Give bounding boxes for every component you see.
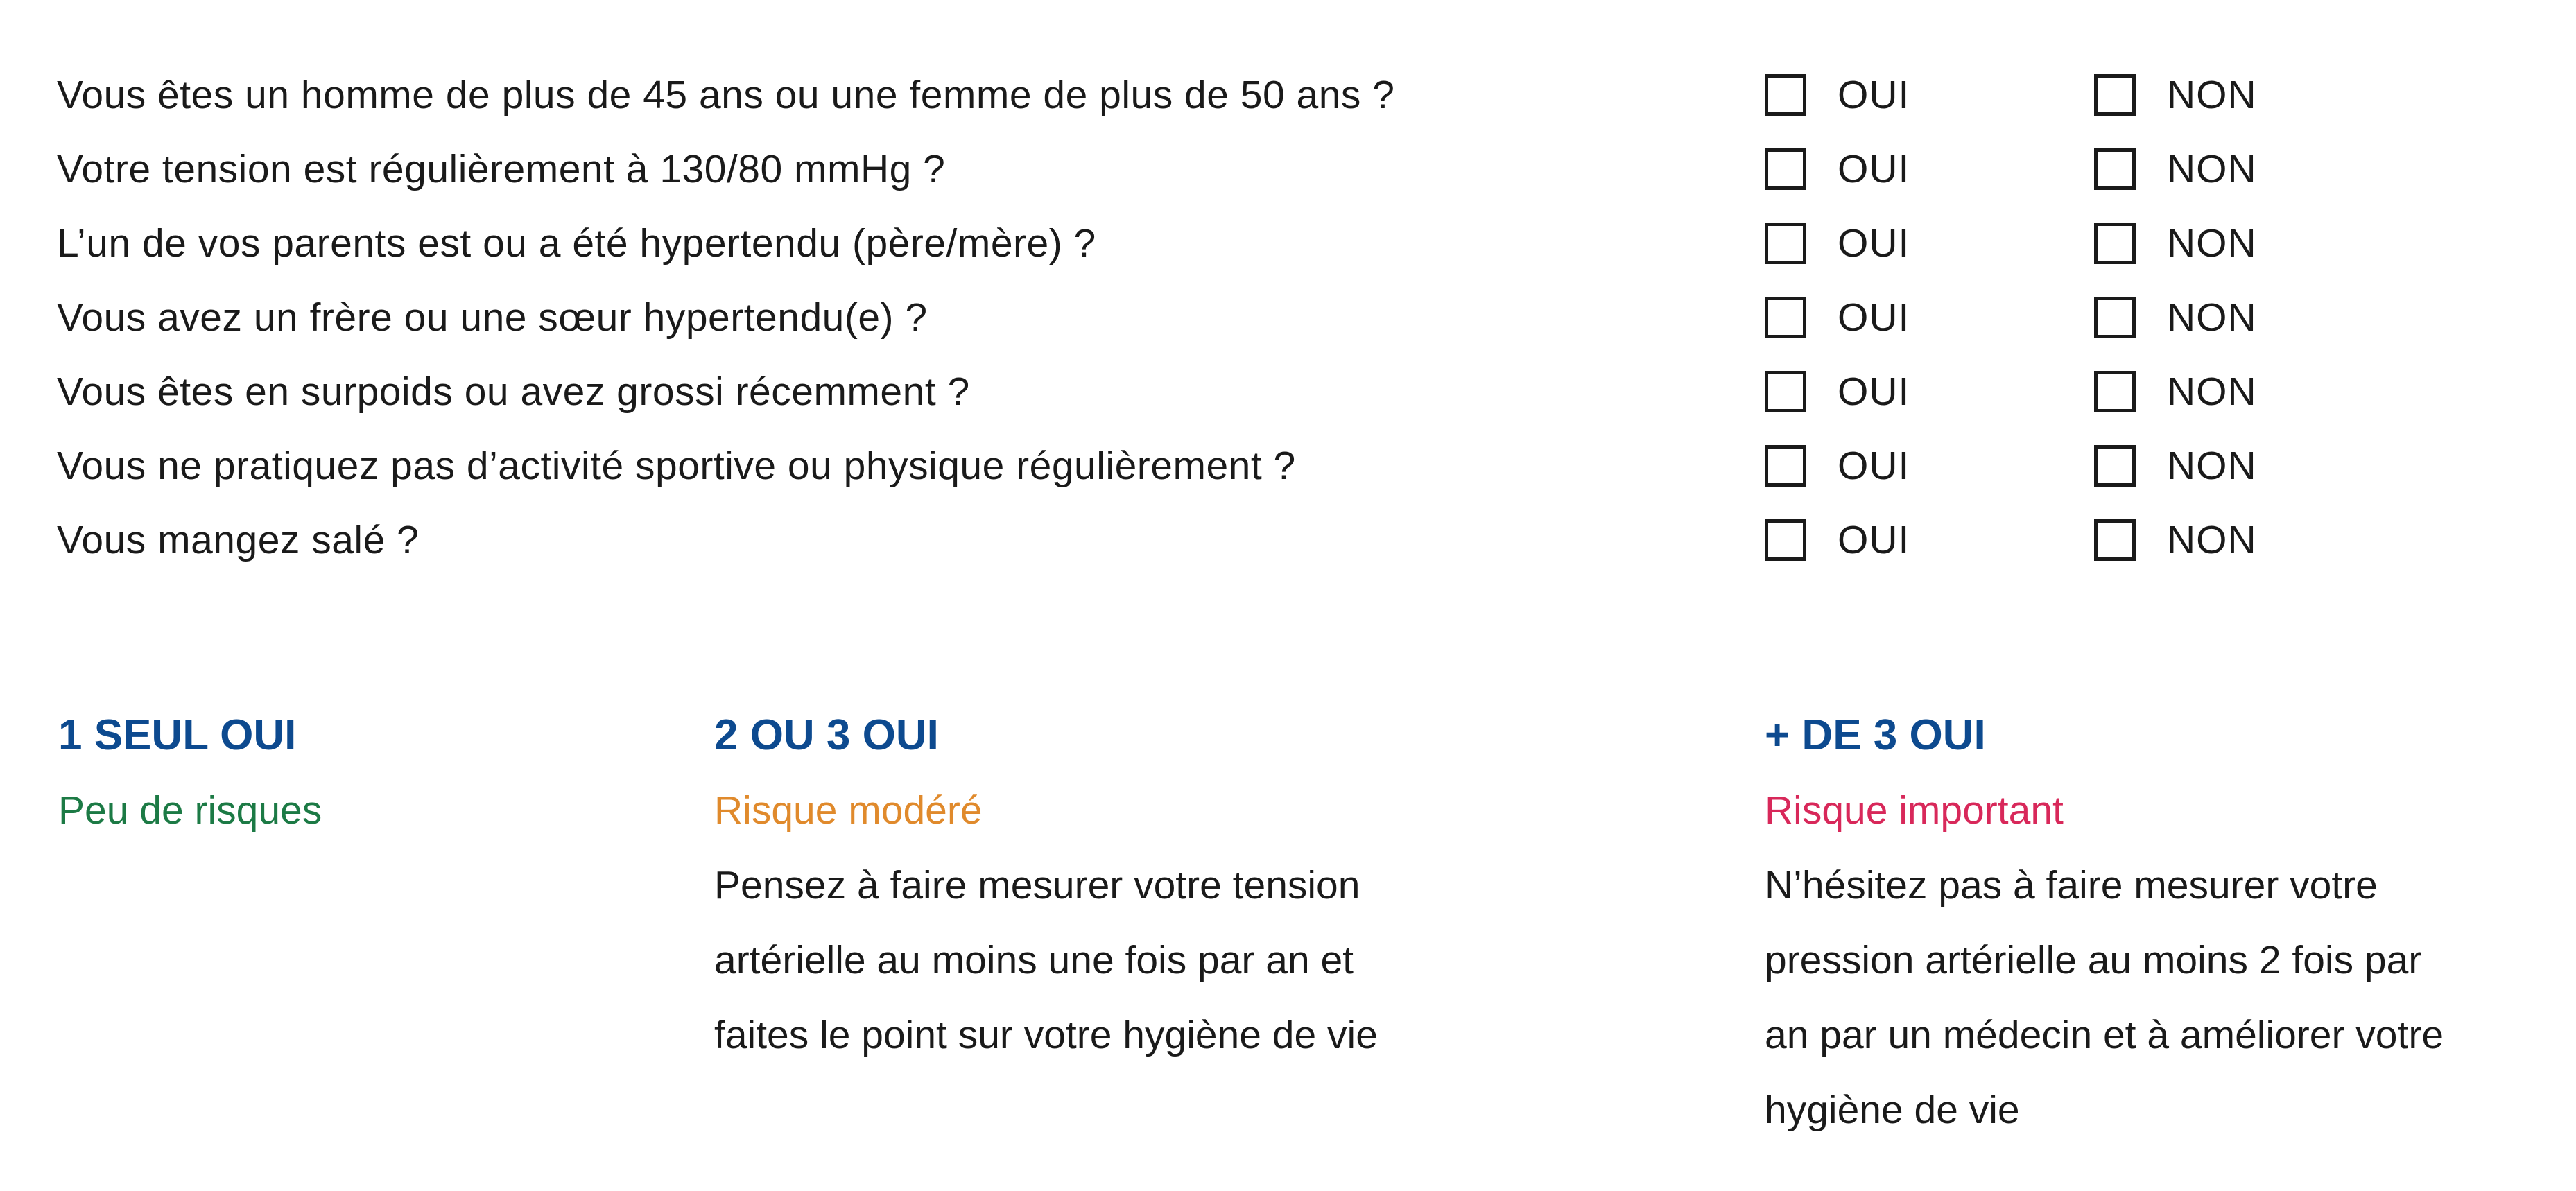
no-label: NON <box>2167 295 2257 340</box>
yes-label: OUI <box>1838 370 1910 414</box>
no-checkbox[interactable] <box>2094 519 2136 561</box>
result-moderate-risk: Risque modéré <box>714 788 983 833</box>
result-moderate-heading: 2 OU 3 OUI <box>714 711 939 759</box>
yes-label: OUI <box>1838 295 1910 340</box>
yes-label: OUI <box>1838 147 1910 191</box>
question-row <box>57 293 928 342</box>
no-option[interactable] <box>2094 441 2257 491</box>
result-low-risk: Peu de risques <box>58 788 322 833</box>
yes-option[interactable] <box>1765 218 1910 268</box>
yes-checkbox[interactable] <box>1765 74 1806 116</box>
no-label: NON <box>2167 370 2257 414</box>
yes-option[interactable] <box>1765 367 1910 417</box>
question-row <box>57 218 1096 268</box>
question-text: L’un de vos parents est ou a été hypertendu (père/mère) ? <box>57 221 1096 266</box>
yes-checkbox[interactable] <box>1765 371 1806 412</box>
no-label: NON <box>2167 518 2257 562</box>
description-line: faites le point sur votre hygiène de vie <box>714 1013 1378 1057</box>
no-option[interactable] <box>2094 367 2257 417</box>
question-row <box>57 367 970 417</box>
no-option[interactable] <box>2094 144 2257 194</box>
question-row <box>57 515 419 565</box>
result-high-description <box>1765 860 2444 1135</box>
question-text: Vous mangez salé ? <box>57 518 420 562</box>
result-high-heading: + DE 3 OUI <box>1765 711 1986 759</box>
yes-checkbox[interactable] <box>1765 223 1806 264</box>
yes-checkbox[interactable] <box>1765 148 1806 190</box>
yes-option[interactable] <box>1765 515 1910 565</box>
no-checkbox[interactable] <box>2094 445 2136 487</box>
no-label: NON <box>2167 444 2257 488</box>
no-checkbox[interactable] <box>2094 223 2136 264</box>
yes-label: OUI <box>1838 73 1910 117</box>
description-line: Pensez à faire mesurer votre tension <box>714 863 1360 907</box>
result-high <box>1765 711 2444 1160</box>
yes-label: OUI <box>1838 221 1910 266</box>
question-row <box>57 70 1394 120</box>
no-checkbox[interactable] <box>2094 371 2136 412</box>
result-moderate <box>714 711 1378 1085</box>
no-option[interactable] <box>2094 70 2257 120</box>
yes-checkbox[interactable] <box>1765 519 1806 561</box>
description-line: hygiène de vie <box>1765 1088 2020 1132</box>
no-option[interactable] <box>2094 218 2257 268</box>
no-label: NON <box>2167 221 2257 266</box>
yes-option[interactable] <box>1765 70 1910 120</box>
description-line: an par un médecin et à améliorer votre <box>1765 1013 2444 1057</box>
description-line: pression artérielle au moins 2 fois par <box>1765 938 2422 982</box>
no-checkbox[interactable] <box>2094 74 2136 116</box>
result-low <box>58 711 322 835</box>
yes-option[interactable] <box>1765 293 1910 342</box>
question-text: Vous êtes un homme de plus de 45 ans ou une femme de plus de 50 ans ? <box>57 73 1395 117</box>
no-option[interactable] <box>2094 515 2257 565</box>
yes-checkbox[interactable] <box>1765 445 1806 487</box>
yes-label: OUI <box>1838 518 1910 562</box>
yes-option[interactable] <box>1765 144 1910 194</box>
question-text: Vous avez un frère ou une sœur hypertendu(e) ? <box>57 295 928 340</box>
description-line: artérielle au moins une fois par an et <box>714 938 1354 982</box>
no-label: NON <box>2167 73 2257 117</box>
result-high-risk: Risque important <box>1765 788 2064 833</box>
no-label: NON <box>2167 147 2257 191</box>
yes-checkbox[interactable] <box>1765 297 1806 338</box>
question-row <box>57 441 1296 491</box>
yes-option[interactable] <box>1765 441 1910 491</box>
description-line: N’hésitez pas à faire mesurer votre <box>1765 863 2378 907</box>
no-checkbox[interactable] <box>2094 148 2136 190</box>
result-low-heading: 1 SEUL OUI <box>58 711 297 759</box>
question-text: Votre tension est régulièrement à 130/80 mmHg ? <box>57 147 946 191</box>
no-option[interactable] <box>2094 293 2257 342</box>
result-moderate-description <box>714 860 1378 1060</box>
yes-label: OUI <box>1838 444 1910 488</box>
no-checkbox[interactable] <box>2094 297 2136 338</box>
question-row <box>57 144 945 194</box>
question-text: Vous êtes en surpoids ou avez grossi récemment ? <box>57 370 970 414</box>
question-text: Vous ne pratiquez pas d’activité sportive ou physique régulièrement ? <box>57 444 1296 488</box>
